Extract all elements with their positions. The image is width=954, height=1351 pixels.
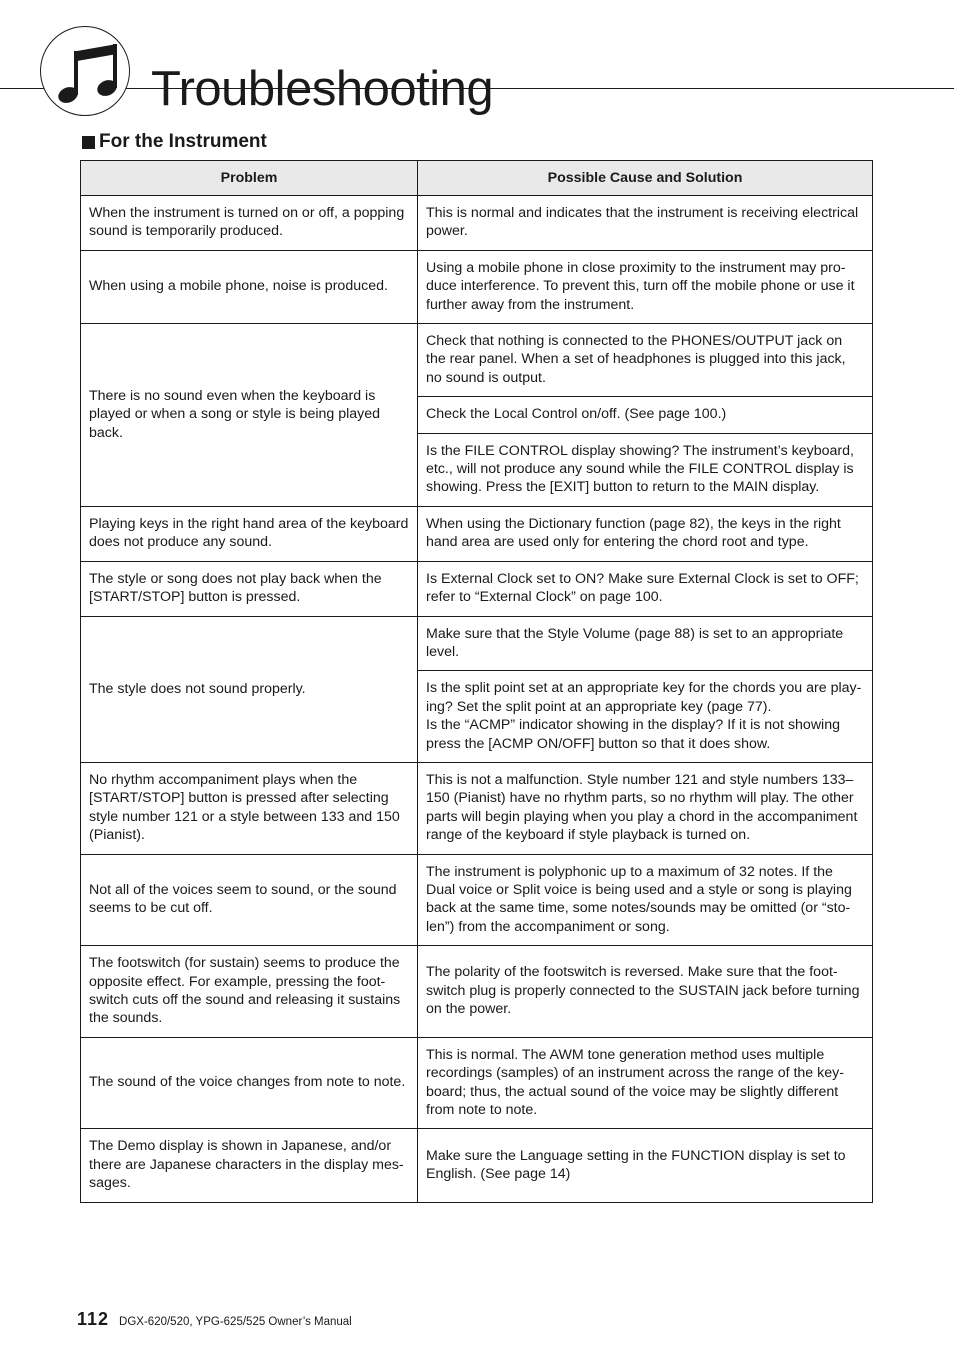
solution-cell: This is normal. The AWM tone generation method uses multiple recordings (samples) of an instrument across the range of the key-board; thus, the actual sound of the voice may be slightly different from note to note. (418, 1037, 873, 1129)
solution-cell: Is External Clock set to ON? Make sure External Clock is set to OFF; refer to “External Clock” on page 100. (418, 561, 873, 616)
table-row (81, 1129, 873, 1202)
table-row (81, 196, 873, 251)
problem-cell: The sound of the voice changes from note to note. (81, 1037, 418, 1129)
solution-cell: The instrument is polyphonic up to a maximum of 32 notes. If the Dual voice or Split voice is being used and a style or song is playing back at the same time, some notes/sounds may be omitted (or “sto-len”) from the accompaniment or song. (418, 854, 873, 946)
table-row (81, 854, 873, 946)
table-row (81, 250, 873, 323)
music-note-icon (40, 26, 130, 116)
solution-cell: Is the split point set at an appropriate key for the chords you are play-ing? Set the split point at an appropriate key (page 77). Is the “ACMP” indicator showing in the display? If it is not showing press the [ACMP ON/OFF] button so that it does show. (418, 671, 873, 763)
column-header-solution: Possible Cause and Solution (418, 161, 873, 196)
solution-cell: The polarity of the footswitch is reversed. Make sure that the foot-switch plug is properly connected to the SUSTAIN jack before turning on the power. (418, 946, 873, 1038)
solution-cell: Make sure that the Style Volume (page 88) is set to an appropriate level. (418, 616, 873, 671)
problem-cell: When the instrument is turned on or off, a popping sound is temporarily produced. (81, 196, 418, 251)
solution-cell: This is normal and indicates that the instrument is receiving electrical power. (418, 196, 873, 251)
solution-cell: When using the Dictionary function (page 82), the keys in the right hand area are used only for entering the chord root and type. (418, 506, 873, 561)
solution-cell: Using a mobile phone in close proximity to the instrument may pro-duce interference. To prevent this, turn off the mobile phone or use it further away from the instrument. (418, 250, 873, 323)
problem-cell: When using a mobile phone, noise is produced. (81, 250, 418, 323)
table-row (81, 616, 873, 671)
column-header-problem: Problem (81, 161, 418, 196)
solution-cell: Make sure the Language setting in the FUNCTION display is set to English. (See page 14) (418, 1129, 873, 1202)
table-row (81, 324, 873, 397)
solution-cell: Check the Local Control on/off. (See page 100.) (418, 397, 873, 433)
page-title: Troubleshooting (151, 61, 494, 116)
section-heading-text: For the Instrument (99, 131, 267, 152)
troubleshooting-table (80, 160, 873, 1203)
table-row (81, 561, 873, 616)
problem-cell: Playing keys in the right hand area of the keyboard does not produce any sound. (81, 506, 418, 561)
manual-title: DGX-620/520, YPG-625/525 Owner’s Manual (119, 1316, 352, 1328)
problem-cell: Not all of the voices seem to sound, or the sound seems to be cut off. (81, 854, 418, 946)
problem-cell: The style does not sound properly. (81, 616, 418, 762)
table-row (81, 1037, 873, 1129)
problem-cell: No rhythm accompaniment plays when the [START/STOP] button is pressed after selecting style number 121 or a style between 133 and 150 (Pianist). (81, 762, 418, 854)
table-header-row (81, 161, 873, 196)
problem-cell: The Demo display is shown in Japanese, and/or there are Japanese characters in the display mes-sages. (81, 1129, 418, 1202)
page-footer (77, 1309, 352, 1330)
solution-cell: This is not a malfunction. Style number 121 and style numbers 133–150 (Pianist) have no rhythm parts, so no rhythm will play. The other parts will begin playing when you play a chord in the accompaniment range of the keyboard if style playback is turned on. (418, 762, 873, 854)
problem-cell: The style or song does not play back when the [START/STOP] button is pressed. (81, 561, 418, 616)
page-number: 112 (77, 1309, 110, 1329)
table-row (81, 946, 873, 1038)
problem-cell: There is no sound even when the keyboard is played or when a song or style is being played back. (81, 324, 418, 507)
table-row (81, 506, 873, 561)
section-heading (82, 131, 267, 153)
table-row (81, 762, 873, 854)
problem-cell: The footswitch (for sustain) seems to produce the opposite effect. For example, pressing the foot-switch cuts off the sound and releasing it sustains the sounds. (81, 946, 418, 1038)
solution-cell: Is the FILE CONTROL display showing? The instrument’s keyboard, etc., will not produce any sound while the FILE CONTROL display is showing. Press the [EXIT] button to return to the MAIN display. (418, 433, 873, 506)
solution-cell: Check that nothing is connected to the PHONES/OUTPUT jack on the rear panel. When a set of headphones is plugged into this jack, no sound is output. (418, 324, 873, 397)
square-bullet-icon (82, 136, 95, 149)
